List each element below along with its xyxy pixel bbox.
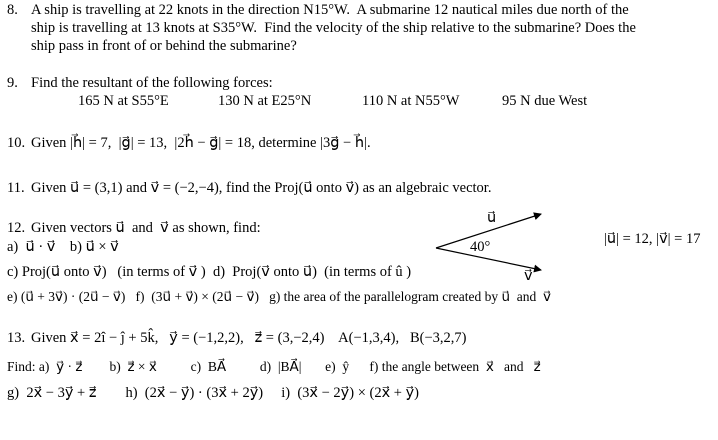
problem-text-line: Given |h⃗| = 7, |g⃗| = 13, |2h⃗ − g⃗| = 18, determine |3g⃗ − h⃗|.: [31, 135, 371, 151]
problem-number: 13.: [7, 330, 26, 346]
problem-text-line: Given x⃗ = 2î − ĵ + 5k̂, y⃗ = (−1,2,2), z⃗ = (3,−2,4) A(−1,3,4), B(−3,2,7): [31, 330, 467, 346]
problem-number: 11.: [7, 180, 25, 196]
angle-label: 40°: [470, 239, 491, 255]
vector-u-label: u⃗: [487, 210, 497, 226]
problem-text-line: a) u⃗ · v⃗ b) u⃗ × v⃗: [7, 239, 119, 255]
problem-text-line: Given vectors u⃗ and v⃗ as shown, find:: [31, 220, 261, 236]
force-item: 110 N at N55°W: [362, 93, 460, 109]
problem-text-line: Given u⃗ = (3,1) and v⃗ = (−2,−4), find the Proj(u⃗ onto v⃗) as an algebraic vector.: [31, 180, 492, 196]
problem-text-line: ship pass in front of or behind the submarine?: [31, 38, 297, 54]
force-item: 130 N at E25°N: [218, 93, 312, 109]
problem-text-line: Find: a) y⃗ · z⃗ b) z⃗ × x⃗ c) BA⃗ d) |BA⃗| e) ŷ f) the angle between x⃗ and z⃗: [7, 359, 541, 374]
problem-number: 12.: [7, 220, 26, 236]
problem-number: 8.: [7, 2, 18, 18]
problem-number: 9.: [7, 75, 18, 91]
problem-number: 10.: [7, 135, 26, 151]
vector-v-label: v⃗: [524, 268, 533, 284]
problem-text-line: A ship is travelling at 22 knots in the direction N15°W. A submarine 12 nautical miles due north of the: [31, 2, 629, 18]
problem-text-line: g) 2x⃗ − 3y⃗ + z⃗ h) (2x⃗ − y⃗) · (3x⃗ + 2y⃗) i) (3x⃗ − 2y⃗) × (2x⃗ + y⃗): [7, 385, 420, 401]
force-item: 95 N due West: [502, 93, 588, 109]
force-item: 165 N at S55°E: [78, 93, 169, 109]
problem-text-line: Find the resultant of the following forces:: [31, 75, 273, 91]
problem-text-line: e) (u⃗ + 3v⃗) · (2u⃗ − v⃗) f) (3u⃗ + v⃗) × (2u⃗ − v⃗) g) the area of the parallelogram created by u⃗ and v⃗: [7, 289, 551, 304]
magnitudes-label: |u⃗| = 12, |v⃗| = 17: [604, 231, 701, 247]
problem-text-line: c) Proj(u⃗ onto v⃗) (in terms of v⃗ ) d) Proj(v⃗ onto u⃗) (in terms of û ): [7, 264, 412, 280]
problem-text-line: ship is travelling at 13 knots at S35°W. Find the velocity of the ship relative to the submarine? Does the: [31, 20, 636, 36]
